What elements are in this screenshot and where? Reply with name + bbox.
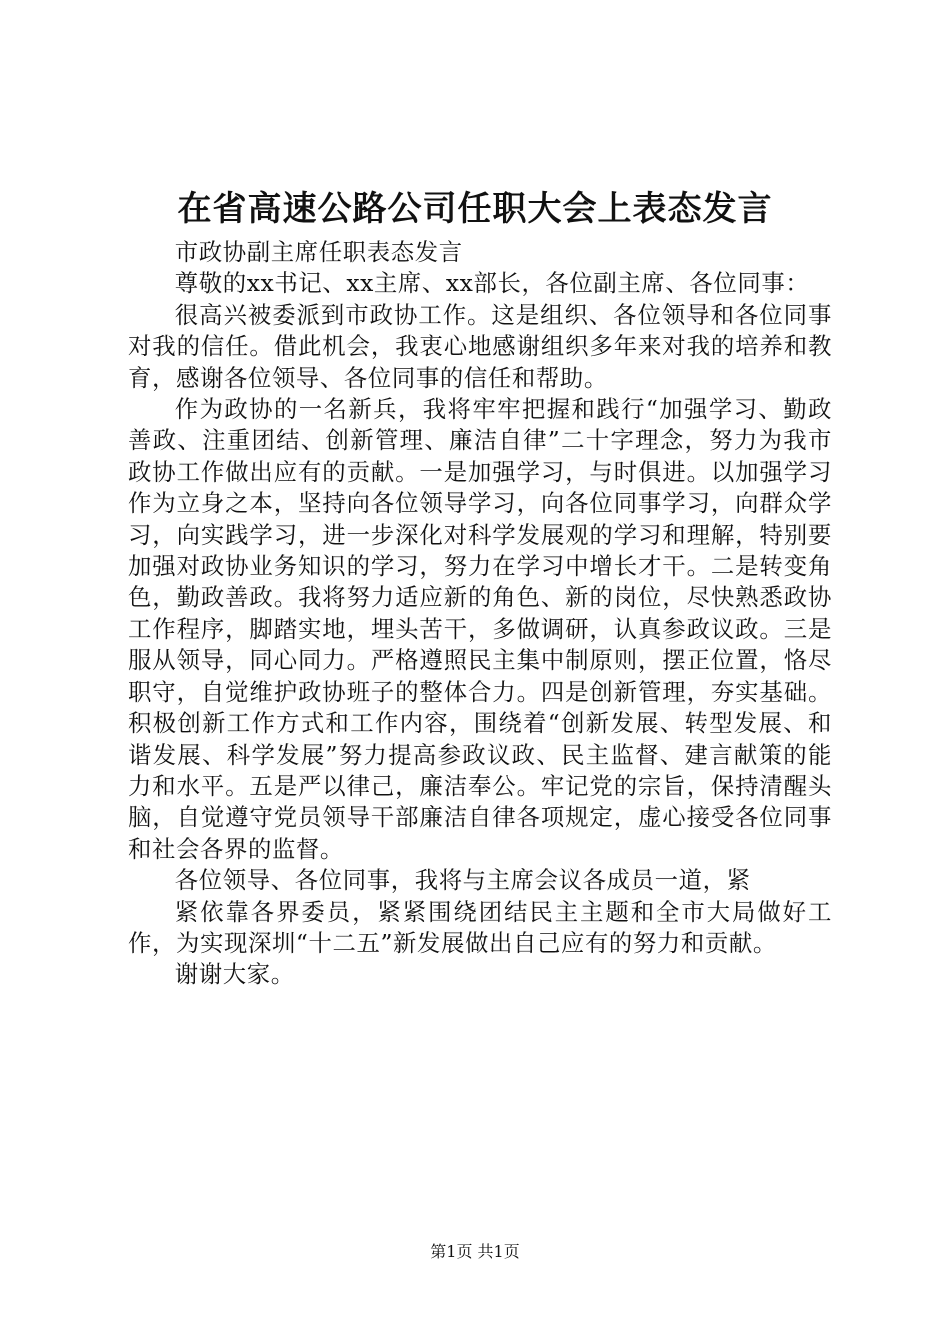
closing-paragraph: 谢谢大家。 (174, 960, 295, 989)
document-title: 在省高速公路公司任职大会上表态发言 (177, 189, 773, 229)
page-footer: 第1页 共1页 (430, 1242, 520, 1261)
salutation-paragraph: 尊敬的xx书记、xx主席、xx部长，各位副主席、各位同事： (174, 269, 810, 298)
document-body (128, 237, 832, 991)
body-paragraph: 紧依靠各界委员，紧紧围绕团结民主主题和全市大局做好工作，为实现深圳“十二五”新发展做出自己应有的努力和贡献。 (128, 897, 832, 957)
subtitle-paragraph: 市政协副主席任职表态发言 (174, 238, 463, 266)
body-paragraph: 各位领导、各位同事，我将与主席会议各成员一道，紧 (174, 866, 751, 895)
body-paragraph: 很高兴被委派到市政协工作。这是组织、各位领导和各位同事对我的信任。借此机会，我衷心地感谢组织多年来对我的培养和教育，感谢各位领导、各位同事的信任和帮助。 (128, 300, 832, 392)
body-paragraph: 作为政协的一名新兵，我将牢牢把握和践行“加强学习、勤政善政、注重团结、创新管理、廉洁自律”二十字理念，努力为我市政协工作做出应有的贡献。一是加强学习，与时俱进。以加强学习作为立身之本，坚持向各位领导学习，向各位同事学习，向群众学习，向实践学习，进一步深化对科学发展观的学习和理解，特别要加强对政协业务知识的学习，努力在学习中增长才干。二是转变角色，勤政善政。我将努力适应新的角色、新的岗位，尽快熟悉政协工作程序，脚踏实地，埋头苦干，多做调研，认真参政议政。三是服从领导，同心同力。严格遵照民主集中制原则，摆正位置，恪尽职守，自觉维护政协班子的整体合力。四是创新管理，夯实基础。积极创新工作方式和工作内容，围绕着“创新发展、转型发展、和谐发展、科学发展”努力提高参政议政、民主监督、建言献策的能力和水平。五是严以律己，廉洁奉公。牢记党的宗旨，保持清醒头脑，自觉遵守党员领导干部廉洁自律各项规定，虚心接受各位同事和社会各界的监督。 (128, 395, 832, 863)
